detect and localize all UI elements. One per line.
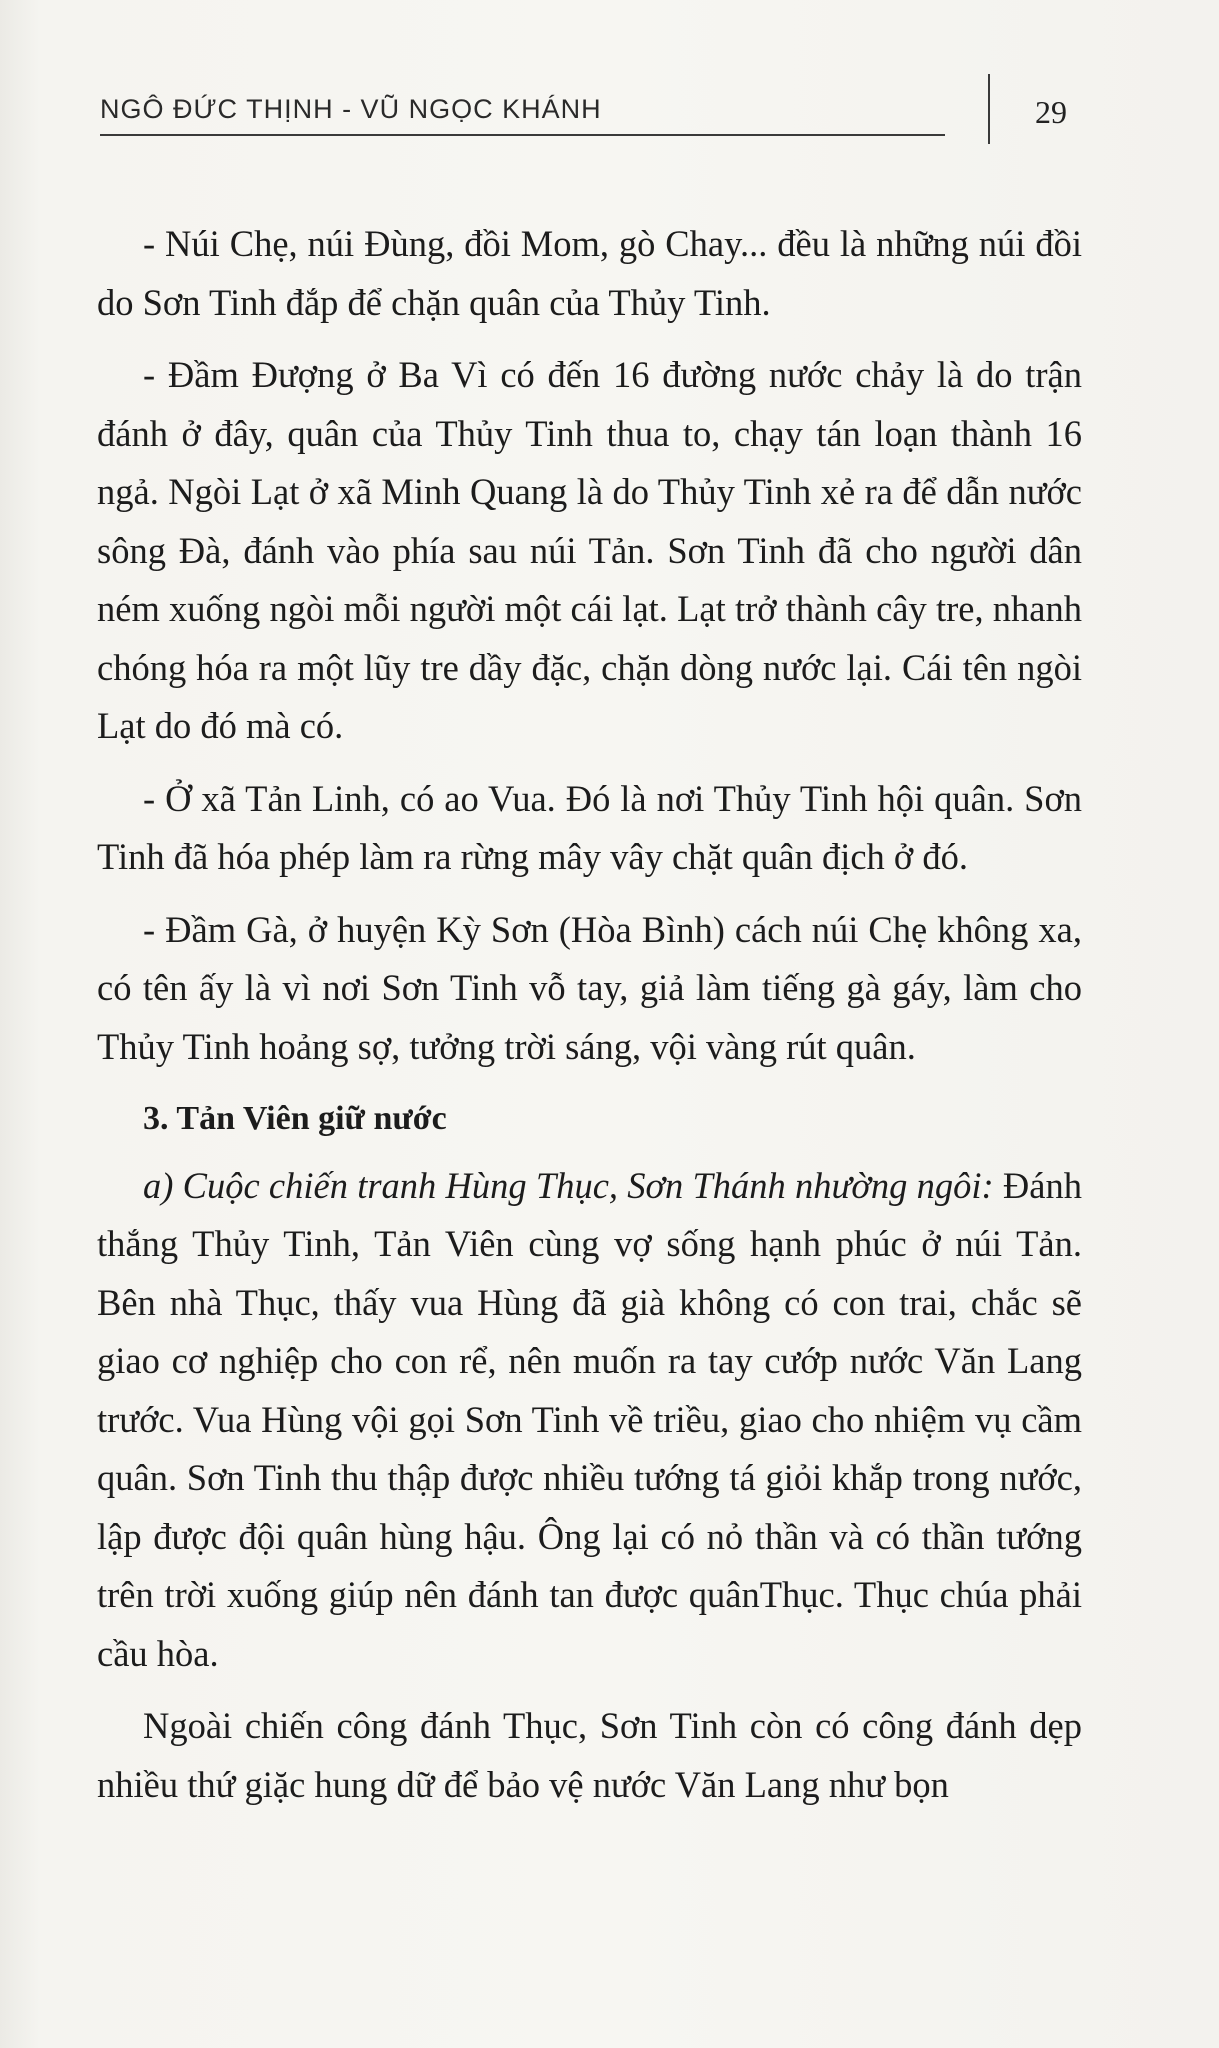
body-text <box>97 215 1082 1822</box>
header-rule <box>100 134 945 136</box>
paragraph-chien-cong: Ngoài chiến công đánh Thục, Sơn Tinh còn có công đánh dẹp nhiều thứ giặc hung dữ để bảo vệ nước Văn Lang như bọn <box>97 1705 1082 1805</box>
paragraph-hung-thuc <box>97 1157 1082 1684</box>
paragraph-dam-ga: - Đầm Gà, ở huyện Kỳ Sơn (Hòa Bình) cách núi Chẹ không xa, có tên ấy là vì nơi Sơn Tinh vỗ tay, giả làm tiếng gà gáy, làm cho Thủy Tinh hoảng sợ, tưởng trời sáng, vội vàng rút quân. <box>97 908 1082 1067</box>
paragraph-ao-vua: - Ở xã Tản Linh, có ao Vua. Đó là nơi Thủy Tinh hội quân. Sơn Tinh đã hóa phép làm ra rừng mây vây chặt quân địch ở đó. <box>97 777 1082 877</box>
paragraph-hung-thuc-text: Đánh thắng Thủy Tinh, Tản Viên cùng vợ sống hạnh phúc ở núi Tản. Bên nhà Thục, thấy vua Hùng đã già không có con trai, chắc sẽ giao cơ nghiệp cho con rể, nên muốn ra tay cướp nước Văn Lang trước. Vua Hùng vội gọi Sơn Tinh về triều, giao cho nhiệm vụ cầm quân. Sơn Tinh thu thập được nhiều tướng tá giỏi khắp trong nước, lập được đội quân hùng hậu. Ông lại có nỏ thần và có thần tướng trên trời xuống giúp nên đánh tan được quânThục. Thục chúa phải cầu hòa. <box>97 1164 1082 1674</box>
paragraph-dam-duong: - Đầm Đượng ở Ba Vì có đến 16 đường nước chảy là do trận đánh ở đây, quân của Thủy Tinh thua to, chạy tán loạn thành 16 ngả. Ngòi Lạt ở xã Minh Quang là do Thủy Tinh xẻ ra để dẫn nước sông Đà, đánh vào phía sau núi Tản. Sơn Tinh đã cho người dân ném xuống ngòi mỗi người một cái lạt. Lạt trở thành cây tre, nhanh chóng hóa ra một lũy tre dầy đặc, chặn dòng nước lại. Cái tên ngòi Lạt do đó mà có. <box>97 354 1082 746</box>
paragraph-nui-che: - Núi Chẹ, núi Đùng, đồi Mom, gò Chay... đều là những núi đồi do Sơn Tinh đắp để chặn quân của Thủy Tinh. <box>97 223 1082 323</box>
subsection-lead: a) Cuộc chiến tranh Hùng Thục, Sơn Thánh nhường ngôi: <box>143 1164 994 1206</box>
page-number: 29 <box>1035 94 1067 130</box>
section-heading: 3. Tản Viên giữ nước <box>143 1100 447 1137</box>
header-divider <box>988 74 990 144</box>
page-header <box>100 88 1090 148</box>
running-head: NGÔ ĐỨC THỊNH - VŨ NGỌC KHÁNH <box>100 94 602 124</box>
